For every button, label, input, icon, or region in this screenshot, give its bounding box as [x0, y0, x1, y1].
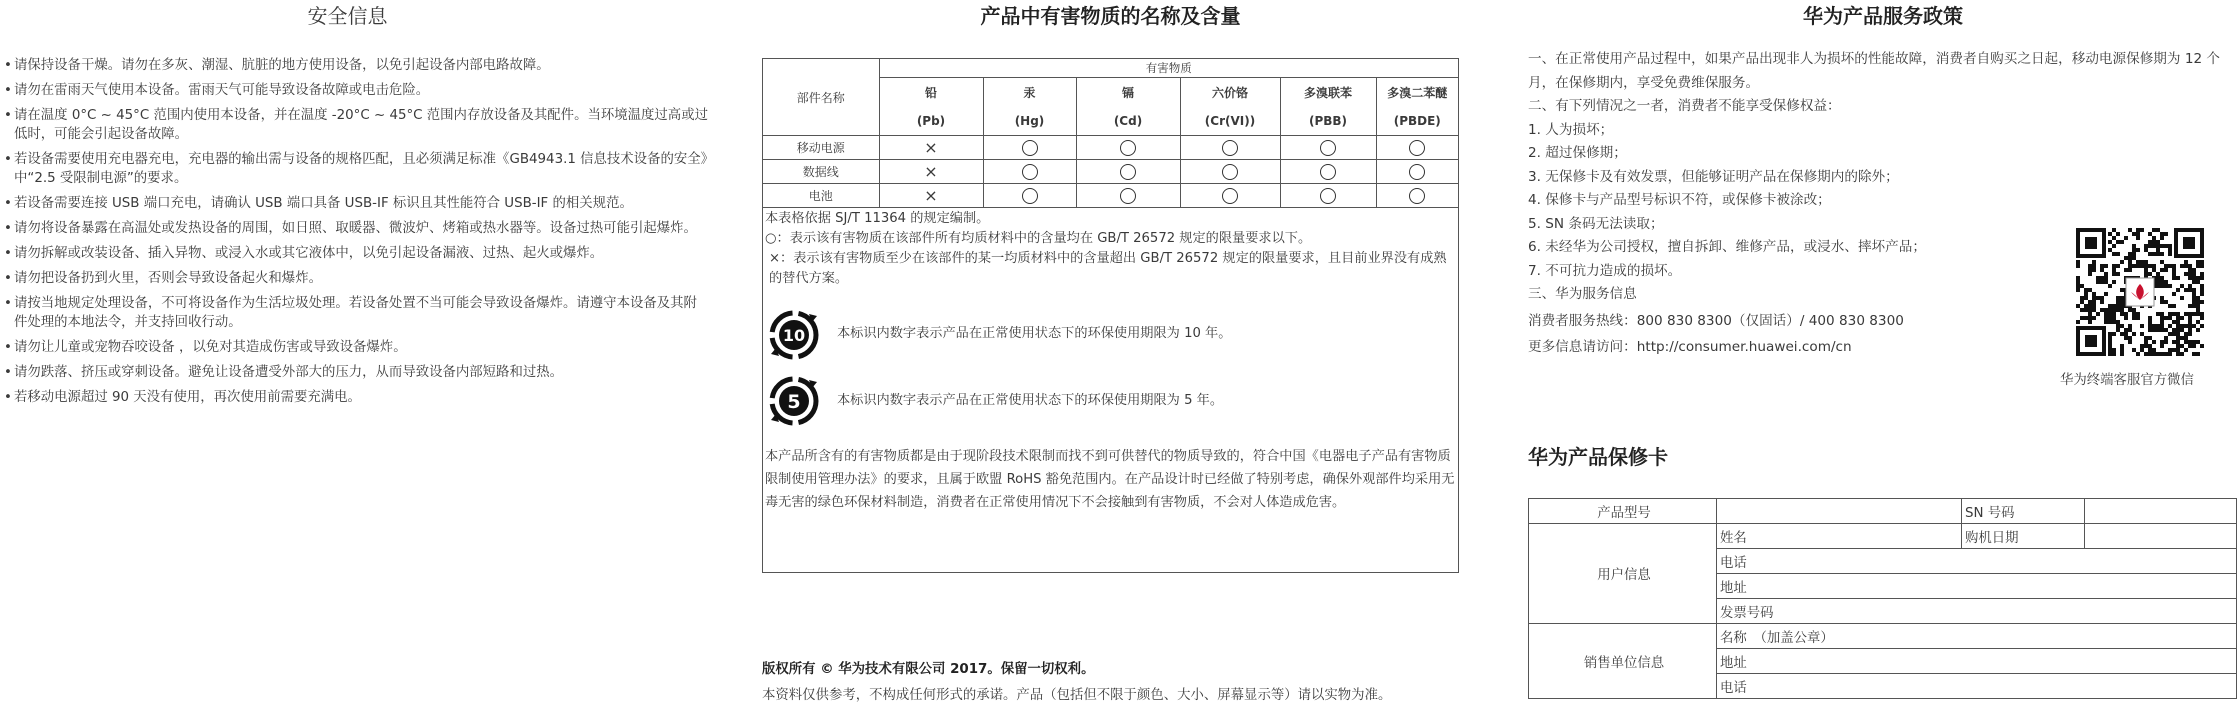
eco-10-text: 本标识内数字表示产品在正常使用状态下的环保使用期限为 10 年。 — [837, 326, 1232, 341]
circle-icon — [1222, 140, 1238, 156]
invoice-label: 发票号码 — [1717, 599, 2237, 624]
eco-10-number: 10 — [782, 326, 806, 345]
circle-icon — [1222, 188, 1238, 204]
mark-circle — [1076, 136, 1180, 160]
disclaimer: 本资料仅供参考，不构成任何形式的承诺。产品（包括但不限于颜色、大小、屏幕显示等）请以实物为准。 — [762, 688, 1392, 703]
eco-5-icon — [765, 372, 823, 430]
safety-item: • 若设备需要使用充电器充电，充电器的输出需与设备的规格匹配，且必须满足标准《GB4943.1 信息技术设备的安全》中“2.5 受限制电源”的要求。 — [4, 150, 710, 188]
safety-item: • 请勿将设备暴露在高温处或发热设备的周围，如日照、取暖器、微波炉、烤箱或热水器等。设备过热可能引起爆炸。 — [4, 219, 710, 238]
hazard-statement: 本产品所含有的有害物质都是由于现阶段技术限制而找不到可供替代的物质导致的，符合中国《电器电子产品有害物质限制使用管理办法》的要求，且属于欧盟 RoHS 豁免范围内。在产品设计时已经做了特别考虑，确保外观部件均采用无毒无害的绿色环保材料制造，消费者在正常使用情况下不会接触到有害物质，不会对人体造成危害。 — [765, 449, 1455, 510]
service-line: 一、在正常使用产品过程中，如果产品出现非人为损坏的性能故障，消费者自购买之日起，移动电源保修期为 12 个月，在保修期内，享受免费维保服务。 — [1528, 51, 2221, 91]
seller-name-label: 名称 （加盖公章） — [1717, 624, 2237, 649]
circle-icon — [1409, 164, 1425, 180]
safety-item: • 若移动电源超过 90 天没有使用，再次使用前需要充满电。 — [4, 388, 710, 407]
circle-icon — [1120, 164, 1136, 180]
safety-item: • 请勿把设备扔到火里，否则会导致设备起火和爆炸。 — [4, 269, 710, 288]
note-basis: 本表格依据 SJ/T 11364 的规定编制。 — [765, 211, 990, 226]
service-line: 3. 无保修卡及有效发票，但能够证明产品在保修期内的除外； — [1528, 168, 1899, 185]
mark-circle — [1280, 184, 1376, 208]
substance-group-header: 有害物质 — [879, 59, 1458, 78]
circle-icon — [1320, 164, 1336, 180]
service-line: 5. SN 条码无法读取； — [1528, 215, 1664, 232]
safety-item: • 请按当地规定处理设备，不可将设备作为生活垃圾处理。若设备处置不当可能会导致设备爆炸。请遵守本设备及其附件处理的本地法令，并支持回收行动。 — [4, 294, 710, 332]
safety-item: • 请勿拆解或改装设备、插入异物、或浸入水或其它液体中，以免引起设备漏液、过热、起火或爆炸。 — [4, 244, 710, 263]
substance-name: 铅 — [879, 78, 983, 107]
safety-list — [4, 56, 710, 413]
mark-cross — [879, 184, 983, 208]
model-label: 产品型号 — [1529, 499, 1717, 524]
seller-phone-label: 电话 — [1717, 674, 2237, 699]
purchase-date-label: 购机日期 — [1962, 524, 2085, 549]
part-name: 电池 — [763, 184, 879, 208]
safety-item: • 请勿在雷雨天气使用本设备。雷雨天气可能导致设备故障或电击危险。 — [4, 81, 710, 100]
part-name: 移动电源 — [763, 136, 879, 160]
substance-name: 六价铬 — [1180, 78, 1280, 107]
address-label: 地址 — [1717, 574, 2237, 599]
seller-info-label: 销售单位信息 — [1529, 624, 1717, 699]
qr-code-icon — [2076, 228, 2204, 356]
mark-circle — [1180, 136, 1280, 160]
hazard-row — [763, 160, 1458, 184]
circle-icon — [1222, 164, 1238, 180]
name-label: 姓名 — [1717, 524, 1962, 549]
warranty-title: 华为产品保修卡 — [1528, 445, 1668, 469]
circle-icon — [1320, 140, 1336, 156]
service-line: 三、华为服务信息 — [1528, 286, 1637, 302]
mark-circle — [983, 184, 1076, 208]
hazard-table — [763, 59, 1458, 208]
user-info-label: 用户信息 — [1529, 524, 1717, 624]
hazard-row — [763, 184, 1458, 208]
safety-item: • 请勿跌落、挤压或穿刺设备。避免让设备遭受外部大的压力，从而导致设备内部短路和过热。 — [4, 363, 710, 382]
safety-item: • 请勿让儿童或宠物吞咬设备 ，以免对其造成伤害或导致设备爆炸。 — [4, 338, 710, 357]
service-line: 4. 保修卡与产品型号标识不符，或保修卡被涂改； — [1528, 192, 1831, 208]
copyright: 版权所有 © 华为技术有限公司 2017。保留一切权利。 — [762, 662, 1095, 677]
mark-circle — [1076, 160, 1180, 184]
sn-label: SN 号码 — [1962, 499, 2085, 524]
mark-cross — [879, 160, 983, 184]
substance-name: 多溴二苯醚 — [1376, 78, 1458, 107]
mark-circle — [1180, 160, 1280, 184]
mark-circle — [983, 136, 1076, 160]
substance-symbol: (Cr(VI)) — [1180, 106, 1280, 136]
circle-icon — [1320, 188, 1336, 204]
phone-label: 电话 — [1717, 549, 2237, 574]
note-cross: ×：表示该有害物质至少在该部件的某一均质材料中的含量超出 GB/T 26572 规定的限量要求，且目前业界没有成熟的替代方案。 — [769, 251, 1447, 286]
substance-name: 多溴联苯 — [1280, 78, 1376, 107]
part-header: 部件名称 — [763, 59, 879, 136]
substance-name: 镉 — [1076, 78, 1180, 107]
substance-symbol: (PBDE) — [1376, 106, 1458, 136]
sn-value[interactable] — [2085, 499, 2237, 524]
cross-icon: × — [924, 138, 938, 157]
hazard-frame — [762, 58, 1459, 573]
safety-item: • 若设备需要连接 USB 端口充电，请确认 USB 端口具备 USB-IF 标识且其性能符合 USB-IF 的相关规范。 — [4, 194, 710, 213]
mark-circle — [1376, 136, 1458, 160]
cross-icon: × — [924, 162, 938, 181]
service-line: 2. 超过保修期； — [1528, 145, 1627, 161]
circle-icon — [1120, 188, 1136, 204]
circle-icon — [1409, 188, 1425, 204]
hazard-row — [763, 136, 1458, 160]
substance-symbol: (Cd) — [1076, 106, 1180, 136]
model-value[interactable] — [1717, 499, 1962, 524]
service-line: 1. 人为损坏； — [1528, 121, 1614, 138]
note-circle: ○：表示该有害物质在该部件所有均质材料中的含量均在 GB/T 26572 规定的限量要求以下。 — [765, 231, 1312, 246]
safety-title: 安全信息 — [307, 4, 388, 28]
mark-circle — [1280, 136, 1376, 160]
eco-10-icon — [765, 306, 823, 364]
purchase-date-value[interactable] — [2085, 524, 2237, 549]
service-title: 华为产品服务政策 — [1803, 4, 1963, 28]
eco-5-text: 本标识内数字表示产品在正常使用状态下的环保使用期限为 5 年。 — [837, 393, 1224, 408]
hazard-title: 产品中有害物质的名称及含量 — [980, 4, 1241, 28]
service-line: 7. 不可抗力造成的损坏。 — [1528, 262, 1682, 279]
service-line: 更多信息请访问：http://consumer.huawei.com/cn — [1528, 339, 1852, 355]
safety-item: • 请保持设备干燥。请勿在多灰、潮湿、肮脏的地方使用设备，以免引起设备内部电路故障。 — [4, 56, 710, 75]
qr-caption: 华为终端客服官方微信 — [2060, 373, 2194, 388]
mark-circle — [1076, 184, 1180, 208]
safety-item: • 请在温度 0°C ~ 45°C 范围内使用本设备，并在温度 -20°C ~ 45°C 范围内存放设备及其配件。当环境温度过高或过低时，可能会引起设备故障。 — [4, 106, 710, 144]
seller-address-label: 地址 — [1717, 649, 2237, 674]
eco-5-number: 5 — [787, 391, 801, 413]
warranty-card-table — [1528, 498, 2237, 699]
circle-icon — [1120, 140, 1136, 156]
mark-circle — [1376, 184, 1458, 208]
circle-icon — [1022, 164, 1038, 180]
substance-name: 汞 — [983, 78, 1076, 107]
mark-circle — [983, 160, 1076, 184]
cross-icon: × — [924, 186, 938, 205]
service-line: 6. 未经华为公司授权，擅自拆卸、维修产品，或浸水、摔坏产品； — [1528, 239, 1926, 255]
circle-icon — [1409, 140, 1425, 156]
circle-icon — [1022, 140, 1038, 156]
mark-cross — [879, 136, 983, 160]
substance-symbol: (Hg) — [983, 106, 1076, 136]
mark-circle — [1280, 160, 1376, 184]
service-line: 消费者服务热线：800 830 8300（仅固话）/ 400 830 8300 — [1528, 312, 1904, 329]
circle-icon — [1022, 188, 1038, 204]
substance-symbol: (Pb) — [879, 106, 983, 136]
part-name: 数据线 — [763, 160, 879, 184]
substance-symbol: (PBB) — [1280, 106, 1376, 136]
service-line: 二、有下列情况之一者，消费者不能享受保修权益： — [1528, 98, 1841, 114]
mark-circle — [1376, 160, 1458, 184]
mark-circle — [1180, 184, 1280, 208]
